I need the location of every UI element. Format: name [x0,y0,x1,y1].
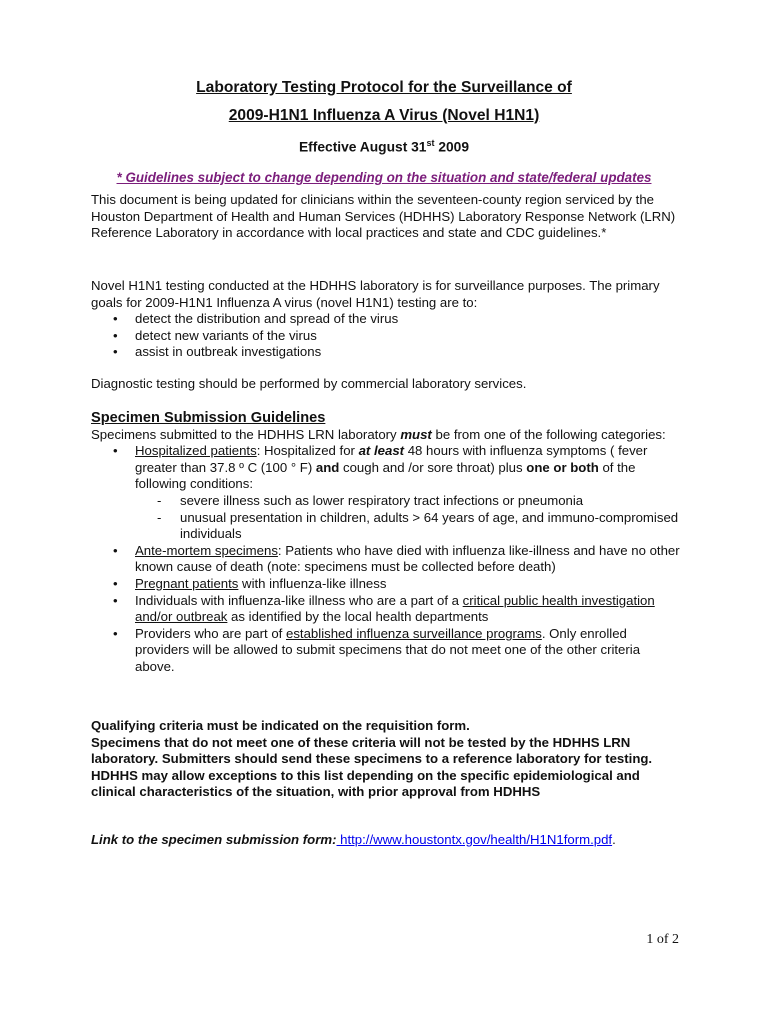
link-label: Link to the specimen submission form: [91,832,337,847]
title-line-2: 2009-H1N1 Influenza A Virus (Novel H1N1) [228,107,540,124]
effective-suffix: 2009 [434,139,470,155]
guidelines-notice: * Guidelines subject to change depending on the situation and state/federal updates [116,170,652,185]
specimen-section [91,410,681,676]
list-item: • detect new variants of the virus [113,327,317,343]
sub-list-item: - severe illness such as lower respiratory tract infections or pneumonia [157,492,584,508]
list-item: • Pregnant patients with influenza-like illness [113,575,387,591]
criteria-line-2: Specimens that do not meet one of these criteria will not be tested by the HDHHS LRN laboratory. Submitters should send these specimens to a reference laboratory for testing. [91,734,653,767]
list-item: • Hospitalized patients: Hospitalized for at least 48 hours with influenza symptoms ( fever greater than 37.8 º C (100 ° F) and cough and /or sore throat) plus one or both of the following conditions: [113,443,648,492]
effective-sup: st [426,138,435,148]
criteria-section [91,718,681,801]
list-item: • Ante-mortem specimens: Patients who have died with influenza like-illness and have no other known cause of death (note: specimens must be collected before death) [113,542,680,575]
goals-section [91,278,681,361]
list-item: • detect the distribution and spread of the virus [113,311,399,327]
submission-link-line: Link to the specimen submission form: http://www.houstontx.gov/health/H1N1form.pdf. [91,832,616,847]
sub-list-item: - unusual presentation in children, adults > 64 years of age, and immuno-compromised individuals [157,509,679,542]
goals-intro: Novel H1N1 testing conducted at the HDHHS laboratory is for surveillance purposes. The primary goals for 2009-H1N1 Influenza A virus (novel H1N1) testing are to: [91,278,660,310]
specimen-heading: Specimen Submission Guidelines [91,410,326,426]
effective-date [0,135,768,156]
specimen-form-link[interactable]: http://www.houstontx.gov/health/H1N1form.pdf [336,832,613,847]
criteria-line-3: HDHHS may allow exceptions to this list depending on the specific epidemiological and clinical characteristics of the situation, with prior approval from HDHHS [91,767,640,800]
page-number: 1 of 2 [646,932,679,947]
title-line-1: Laboratory Testing Protocol for the Surveillance of [196,79,572,96]
specimen-intro: Specimens submitted to the HDHHS LRN laboratory must be from one of the following categories: [91,426,666,442]
list-item: • assist in outbreak investigations [113,344,322,360]
intro-paragraph: This document is being updated for clinicians within the seventeen-county region serviced by the Houston Department of Health and Human Services (HDHHS) Laboratory Response Network (LRN) Reference Laboratory in accordance with local practices and state and CDC guidelines.* [91,192,676,241]
criteria-line-1: Qualifying criteria must be indicated on the requisition form. [91,718,470,733]
diagnostic-note: Diagnostic testing should be performed by commercial laboratory services. [91,376,527,391]
list-item: • Individuals with influenza-like illness who are a part of a critical public health investigation and/or outbreak as identified by the local health departments [113,592,655,625]
effective-prefix: Effective August 31 [298,139,427,155]
list-item: • Providers who are part of established influenza surveillance programs. Only enrolled providers will be allowed to submit specimens that do not meet one of the other criteria above. [113,625,641,674]
